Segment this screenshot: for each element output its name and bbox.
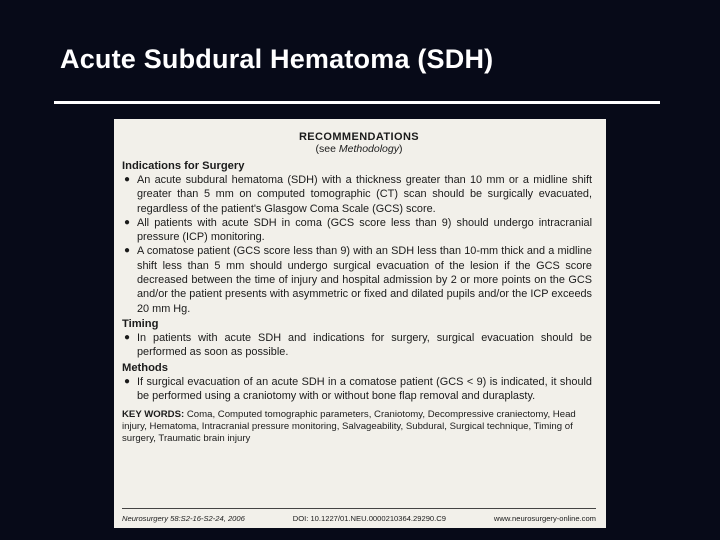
citation-footer xyxy=(122,508,596,523)
citation-doi: DOI: 10.1227/01.NEU.0000210364.29290.C9 xyxy=(292,514,446,523)
list-item xyxy=(122,331,592,360)
methods-list xyxy=(122,375,596,404)
slide-title: Acute Subdural Hematoma (SDH) xyxy=(60,44,494,74)
keywords-label: KEY WORDS: xyxy=(122,409,185,421)
list-item-text: A comatose patient (GCS score less than 9) with an SDH less than 10-mm thick and a midline shift less than 5 mm should undergo surgical evacuation of the lesion if the GCS score decreased between the time of injury and hospital admission by 2 or more points on the GCS and/or the patient presents with asymmetric or fixed and dilated pupils and/or the ICP exceeds 20 mm Hg. xyxy=(137,245,592,315)
list-item xyxy=(122,375,592,404)
list-item-text: An acute subdural hematoma (SDH) with a thickness greater than 10 mm or a midline shift greater than 5 mm on computed tomographic (CT) scan should be surgically evacuated, regardless of the patient's Glasgow Coma Scale (GCS) score. xyxy=(137,174,592,215)
list-item-text: All patients with acute SDH in coma (GCS score less than 9) should undergo intracranial pressure (ICP) monitoring. xyxy=(137,216,592,244)
timing-list xyxy=(122,331,596,360)
indications-list xyxy=(122,173,596,316)
section-title-indications: Indications for Surgery xyxy=(122,160,245,172)
subheading-methodology: Methodology xyxy=(338,143,399,155)
recommendations-document xyxy=(114,119,606,528)
bullet-icon: ● xyxy=(124,331,131,343)
document-heading: RECOMMENDATIONS xyxy=(298,131,420,143)
title-divider xyxy=(54,101,660,104)
section-title-methods: Methods xyxy=(122,361,168,374)
bullet-icon: ● xyxy=(124,245,131,257)
list-item xyxy=(122,216,592,245)
document-subheading xyxy=(122,143,596,156)
list-item-text: If surgical evacuation of an acute SDH in a comatose patient (GCS < 9) is indicated, it should be performed using a craniotomy with or without bone flap removal and duraplasty. xyxy=(137,375,592,402)
list-item xyxy=(122,244,592,315)
subheading-prefix: (see xyxy=(315,143,339,155)
citation-url: www.neurosurgery-online.com xyxy=(493,514,596,523)
citation-journal: Neurosurgery 58:S2-16-S2-24, 2006 xyxy=(122,514,245,523)
list-item-text: In patients with acute SDH and indications for surgery, surgical evacuation should be performed as soon as possible. xyxy=(137,331,592,359)
section-title-timing: Timing xyxy=(122,317,159,330)
bullet-icon: ● xyxy=(124,216,131,228)
list-item xyxy=(122,173,592,216)
subheading-suffix: ) xyxy=(398,143,403,155)
bullet-icon: ● xyxy=(124,375,131,387)
keywords xyxy=(122,409,592,445)
keywords-text: Coma, Computed tomographic parameters, Craniotomy, Decompressive craniectomy, Head injury, Hematoma, Intracranial pressure monitoring, Salvageability, Subdural, Surgical technique, Timing of surgery, Traumatic brain injury xyxy=(122,409,576,445)
bullet-icon: ● xyxy=(124,174,131,185)
